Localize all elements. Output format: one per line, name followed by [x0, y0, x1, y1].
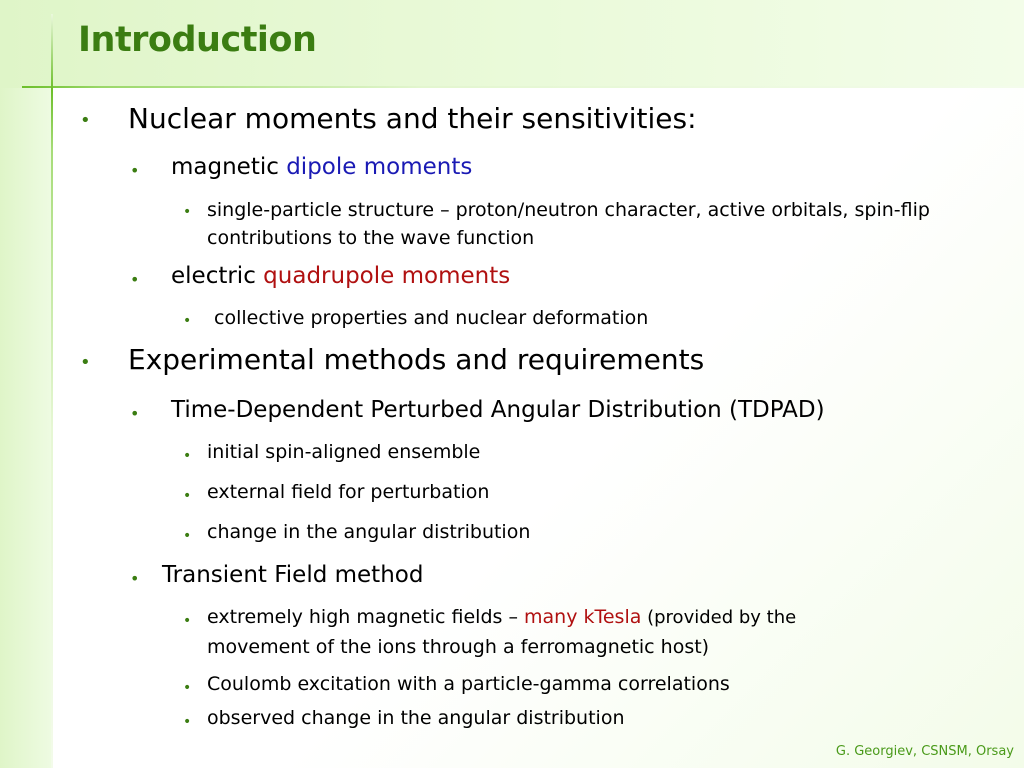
- content-background: [52, 88, 1024, 768]
- bullet-experimental-methods: Experimental methods and requirements: [128, 343, 705, 376]
- bullet-icon: •: [80, 352, 91, 373]
- bullet-icon: •: [183, 680, 192, 696]
- bullet-icon: •: [80, 110, 91, 131]
- left-band-background: [0, 0, 52, 768]
- bullet-collective-properties: collective properties and nuclear deformation: [214, 307, 649, 329]
- horizontal-decorative-rule: [22, 86, 1024, 88]
- bullet-tdpad-external-field: external field for perturbation: [207, 481, 490, 503]
- bullet-electric-quadrupole: [171, 263, 510, 289]
- bullet-icon: •: [183, 448, 192, 464]
- dipole-moments-highlight: dipole moments: [286, 154, 473, 180]
- bullet-icon: •: [183, 528, 192, 544]
- bullet-tf-observed-change: observed change in the angular distribution: [207, 707, 625, 729]
- electric-prefix-text: electric: [171, 263, 264, 289]
- bullet-icon: •: [183, 488, 192, 504]
- bullet-icon: •: [183, 714, 192, 730]
- bullet-tdpad-spin-aligned: initial spin-aligned ensemble: [207, 441, 481, 463]
- vertical-decorative-rule: [51, 14, 53, 768]
- bullet-single-particle-line1: single-particle structure – proton/neutron character, active orbitals, spin-flip: [207, 199, 930, 221]
- bullet-icon: •: [183, 204, 192, 220]
- quadrupole-moments-highlight: quadrupole moments: [263, 263, 511, 289]
- slide-footer: G. Georgiev, CSNSM, Orsay: [835, 744, 1014, 759]
- bullet-icon: •: [130, 270, 140, 289]
- tf-high-fields-prefix: extremely high magnetic fields –: [207, 606, 524, 628]
- bullet-transient-field: Transient Field method: [162, 562, 424, 588]
- tf-high-fields-suffix: (provided by the: [641, 607, 797, 628]
- bullet-tdpad-angular-change: change in the angular distribution: [207, 521, 531, 543]
- bullet-icon: •: [183, 613, 192, 629]
- bullet-tdpad: Time-Dependent Perturbed Angular Distribution (TDPAD): [171, 397, 825, 423]
- bullet-tf-coulomb-excitation: Coulomb excitation with a particle-gamma correlations: [207, 673, 730, 695]
- bullet-icon: •: [130, 569, 140, 588]
- bullet-tf-high-fields: [207, 606, 796, 628]
- bullet-magnetic-dipole: [171, 154, 472, 180]
- bullet-single-particle-line2: contributions to the wave function: [207, 227, 535, 249]
- bullet-nuclear-moments: Nuclear moments and their sensitivities:: [128, 102, 697, 135]
- bullet-tf-high-fields-line2: movement of the ions through a ferromagnetic host): [207, 636, 710, 658]
- slide-title: Introduction: [78, 20, 317, 60]
- bullet-icon: •: [130, 161, 140, 180]
- bullet-icon: •: [130, 404, 140, 423]
- many-ktesla-highlight: many kTesla: [524, 606, 642, 628]
- bullet-icon: •: [183, 313, 192, 329]
- magnetic-prefix-text: magnetic: [171, 154, 287, 180]
